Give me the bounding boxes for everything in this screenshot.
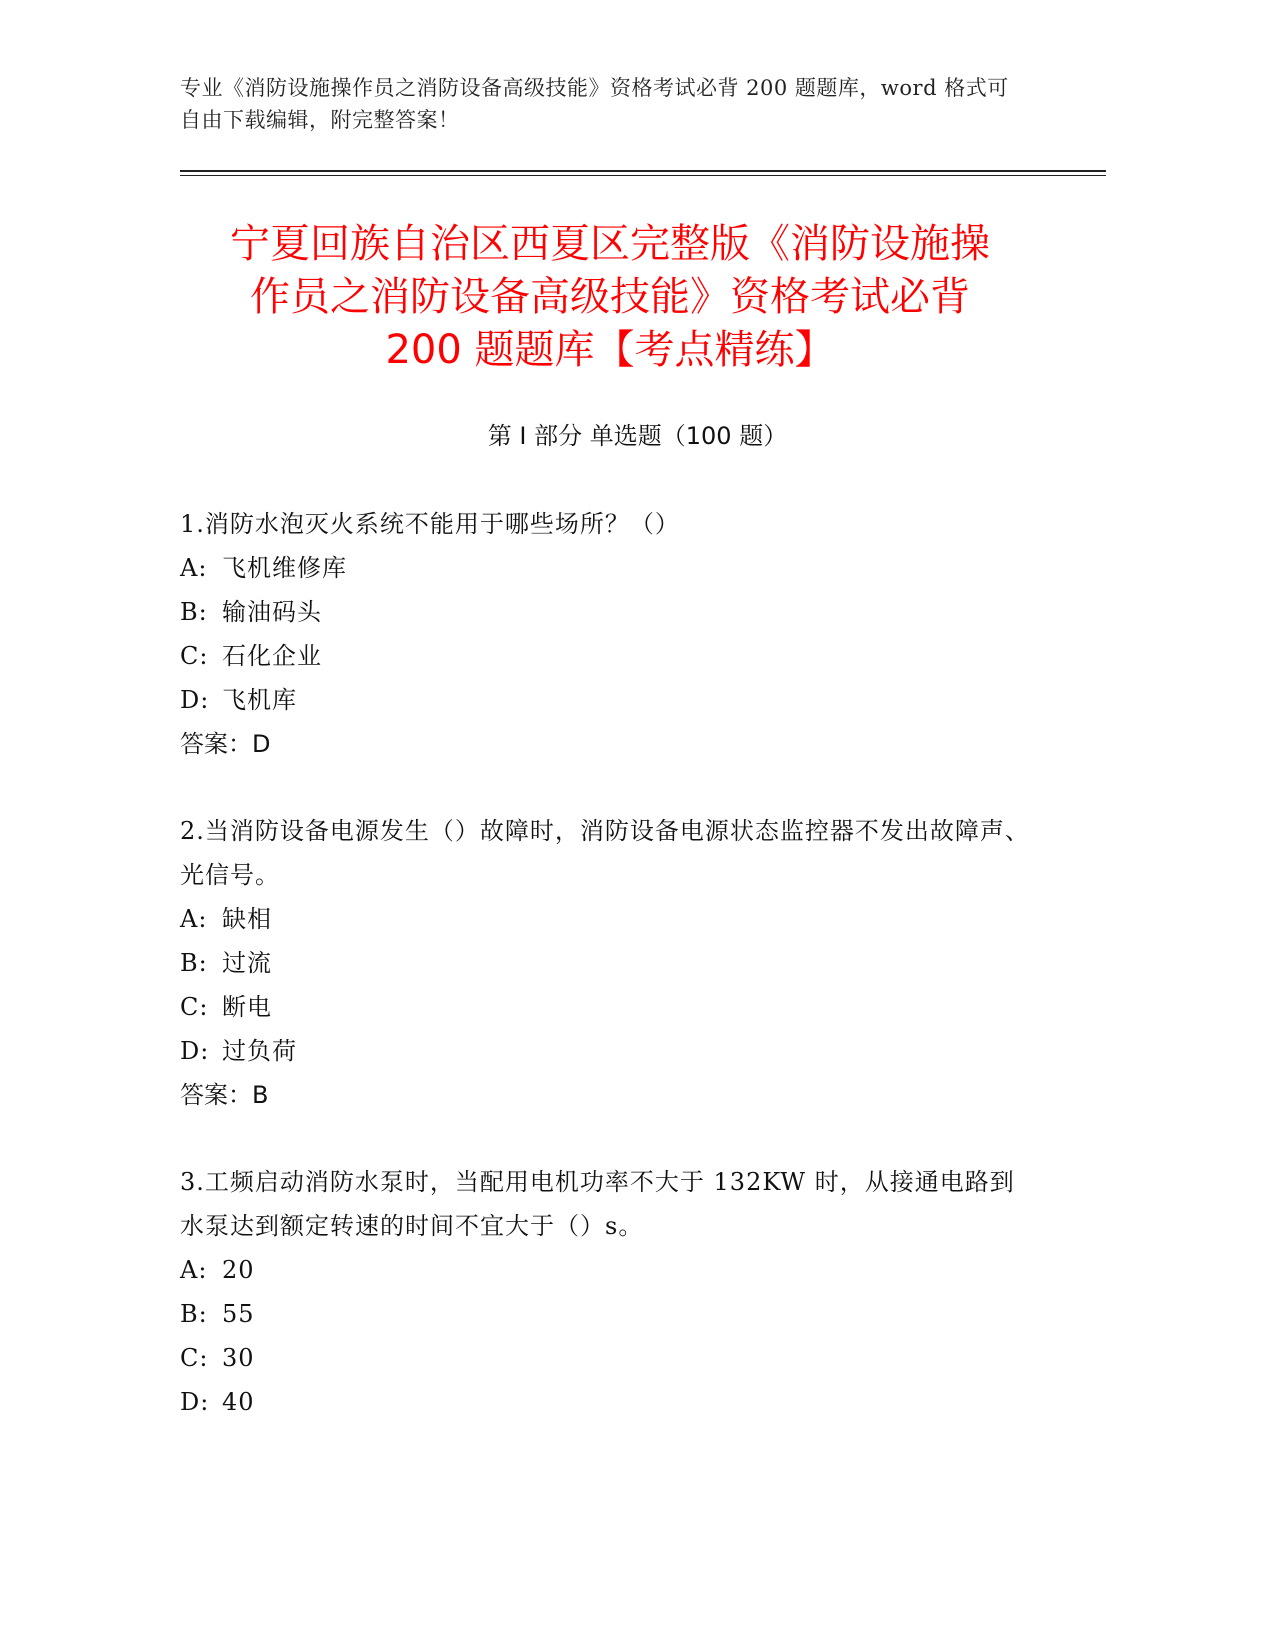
question-3 [180, 1160, 1030, 1424]
option-text: 断电 [222, 993, 272, 1021]
option-letter: D: [180, 1037, 210, 1065]
answer-line: 答案：D [180, 730, 271, 758]
question-list [180, 502, 1030, 1467]
question-1 [180, 502, 1030, 766]
option-text: 30 [222, 1344, 255, 1372]
option-text: 缺相 [222, 905, 272, 933]
question-stem: 1.消防水泡灭火系统不能用于哪些场所？（） [180, 510, 680, 538]
option-c [180, 985, 1030, 1029]
title-line-2: 作员之消防设备高级技能》资格考试必背 [250, 274, 970, 320]
option-c [180, 634, 1030, 678]
option-letter: A: [180, 905, 208, 933]
option-text: 飞机库 [222, 686, 297, 714]
option-text: 输油码头 [222, 598, 322, 626]
option-a [180, 897, 1030, 941]
option-b [180, 1292, 1030, 1336]
document-title [150, 218, 1070, 377]
question-stem: 2.当消防设备电源发生（）故障时，消防设备电源状态监控器不发出故障声、光信号。 [180, 817, 1030, 889]
option-a [180, 1248, 1030, 1292]
section-title: 第 I 部分 单选题（100 题） [487, 422, 788, 450]
option-text: 40 [222, 1388, 255, 1416]
option-letter: D: [180, 686, 210, 714]
option-b [180, 941, 1030, 985]
option-d [180, 1380, 1030, 1424]
option-letter: A: [180, 1256, 208, 1284]
option-text: 过负荷 [222, 1037, 297, 1065]
option-letter: C: [180, 1344, 209, 1372]
option-letter: A: [180, 554, 208, 582]
option-letter: D: [180, 1388, 210, 1416]
option-letter: B: [180, 949, 208, 977]
option-letter: B: [180, 598, 208, 626]
option-text: 20 [222, 1256, 255, 1284]
option-d [180, 678, 1030, 722]
option-letter: B: [180, 1300, 208, 1328]
title-line-1: 宁夏回族自治区西夏区完整版《消防设施操 [230, 221, 990, 267]
option-a [180, 546, 1030, 590]
title-line-3: 200 题题库【考点精练】 [385, 327, 835, 373]
header-note: 专业《消防设施操作员之消防设备高级技能》资格考试必背 200 题题库，word 格式可自由下载编辑，附完整答案！ [180, 76, 1009, 132]
option-text: 55 [222, 1300, 255, 1328]
question-stem: 3.工频启动消防水泵时，当配用电机功率不大于 132KW 时，从接通电路到水泵达到额定转速的时间不宜大于（）s。 [180, 1168, 1015, 1240]
question-2 [180, 809, 1030, 1117]
option-letter: C: [180, 993, 209, 1021]
header-rule-thin [180, 175, 1106, 176]
answer-line: 答案：B [180, 1081, 269, 1109]
option-d [180, 1029, 1030, 1073]
option-b [180, 590, 1030, 634]
option-text: 飞机维修库 [222, 554, 347, 582]
header-rule-thick [180, 170, 1106, 172]
option-letter: C: [180, 642, 209, 670]
option-c [180, 1336, 1030, 1380]
option-text: 过流 [222, 949, 272, 977]
option-text: 石化企业 [222, 642, 322, 670]
